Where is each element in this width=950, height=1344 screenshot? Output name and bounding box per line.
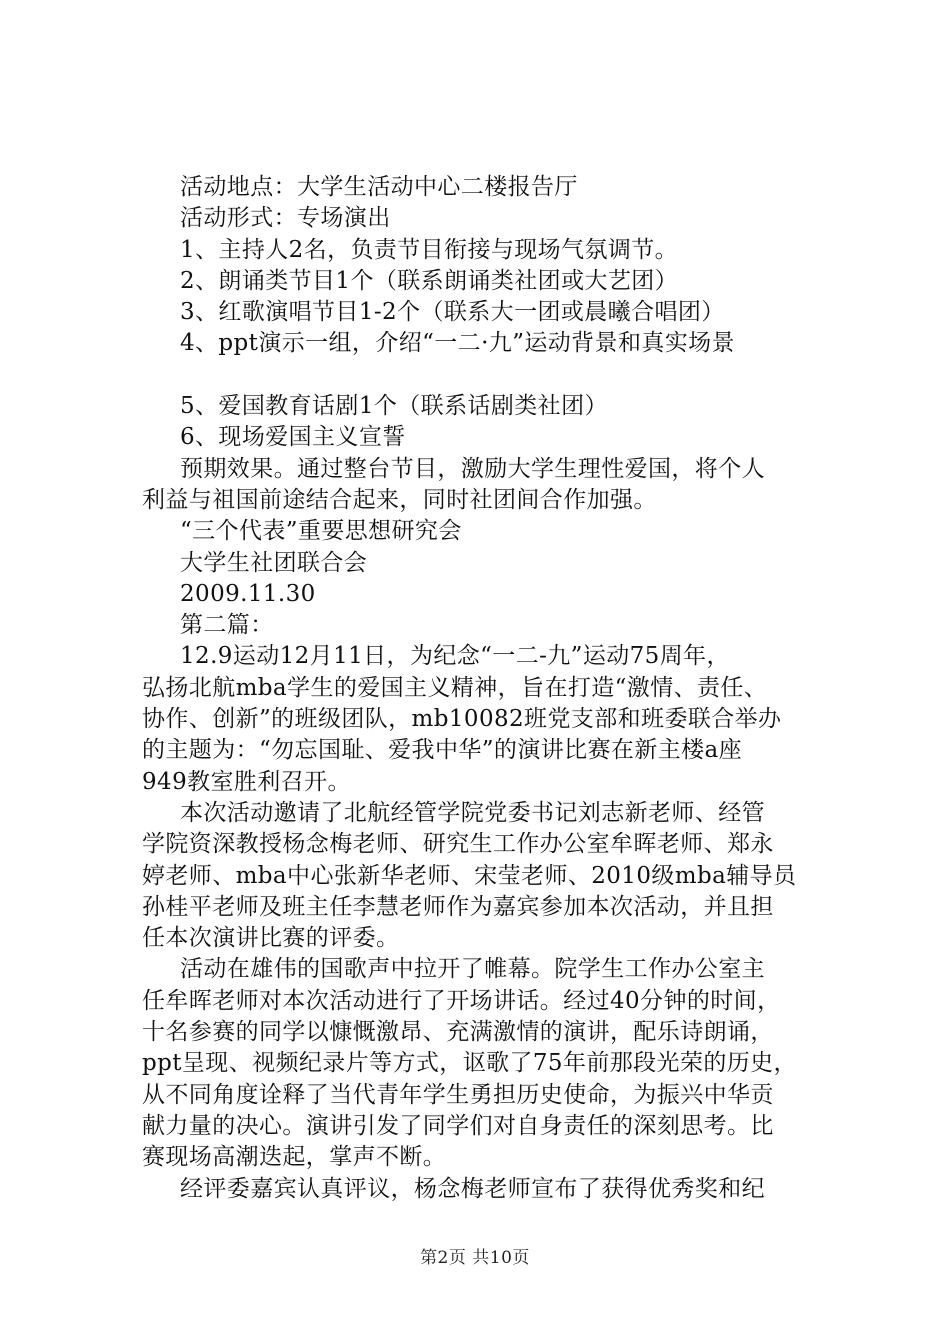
text-line: 949教室胜利召开。 <box>142 768 351 795</box>
text-line: 弘扬北航mba学生的爱国主义精神，旨在打造“激情、责任、 <box>142 674 768 701</box>
text-line: 活动在雄伟的国歌声中拉开了帷幕。院学生工作办公室主 <box>180 956 765 983</box>
text-line: 4、ppt演示一组，介绍“一二·九”运动背景和真实场景 <box>180 330 735 357</box>
text-line: 1、主持人2名，负责节目衔接与现场气氛调节。 <box>180 236 679 263</box>
text-line: 2、朗诵类节目1个（联系朗诵类社团或大艺团） <box>180 267 679 294</box>
text-line: 6、现场爱国主义宣誓 <box>180 424 406 451</box>
text-line: 婷老师、mba中心张新华老师、宋莹老师、2010级mba辅导员 <box>142 862 797 889</box>
text-line: “三个代表”重要思想研究会 <box>180 518 462 545</box>
text-line: 经评委嘉宾认真评议，杨念梅老师宣布了获得优秀奖和纪 <box>180 1175 765 1202</box>
text-line: 的主题为：“勿忘国耻、爱我中华”的演讲比赛在新主楼a座 <box>142 737 743 764</box>
text-line: 学院资深教授杨念梅老师、研究生工作办公室牟晖老师、郑永 <box>142 831 774 858</box>
text-line: 任牟晖老师对本次活动进行了开场讲话。经过40分钟的时间， <box>142 987 781 1014</box>
text-line: 任本次演讲比赛的评委。 <box>142 925 400 952</box>
text-line: 活动形式：专场演出 <box>180 205 391 232</box>
text-line: 第二篇： <box>180 612 274 639</box>
text-line: 献力量的决心。演讲引发了同学们对自身责任的深刻思考。比 <box>142 1112 774 1139</box>
text-line: 5、爱国教育话剧1个（联系话剧类社团） <box>180 393 608 420</box>
blank-line <box>142 360 832 391</box>
text-line: 从不同角度诠释了当代青年学生勇担历史使命，为振兴中华贡 <box>142 1081 774 1108</box>
text-line: 活动地点：大学生活动中心二楼报告厅 <box>180 174 578 200</box>
text-line: 本次活动邀请了北航经管学院党委书记刘志新老师、经管 <box>180 799 765 826</box>
text-line: 利益与祖国前途结合起来，同时社团间合作加强。 <box>142 486 657 513</box>
text-line: 赛现场高潮迭起，掌声不断。 <box>142 1144 447 1171</box>
text-line: 孙桂平老师及班主任李慧老师作为嘉宾参加本次活动，并且担 <box>142 893 774 920</box>
text-line: 十名参赛的同学以慷慨激昂、充满激情的演讲，配乐诗朗诵， <box>142 1019 774 1046</box>
text-line: 协作、创新”的班级团队，mb10082班党支部和班委联合举办 <box>142 706 782 733</box>
text-line: 大学生社团联合会 <box>180 549 368 576</box>
page-footer: 第2页 共10页 <box>420 1248 530 1268</box>
text-line: ppt呈现、视频纪录片等方式，讴歌了75年前那段光荣的历史， <box>142 1050 797 1077</box>
text-line: 预期效果。通过整台节目，激励大学生理性爱国，将个人 <box>180 455 765 482</box>
text-line: 12.9运动12月11日，为纪念“一二-九”运动75周年， <box>180 643 730 670</box>
document-body <box>142 172 832 1205</box>
text-line: 2009.11.30 <box>180 580 316 607</box>
text-line: 3、红歌演唱节目1-2个（联系大一团或晨曦合唱团） <box>180 299 725 326</box>
